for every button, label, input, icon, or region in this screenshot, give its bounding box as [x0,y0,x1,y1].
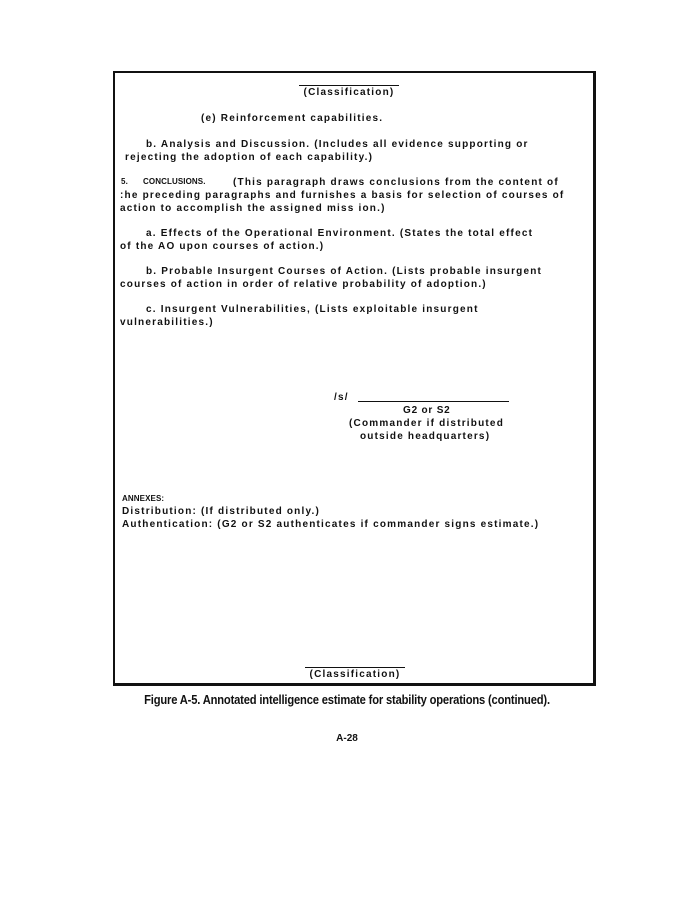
effects-line-1: a. Effects of the Operational Environment. (States the total effect [146,228,534,239]
conclusions-line-2: :he preceding paragraphs and furnishes a basis for selection of courses of [120,190,565,201]
conclusions-heading: CONCLUSIONS. [143,177,206,186]
effects-line-2: of the AO upon courses of action.) [120,241,325,252]
signature-line [358,401,509,402]
conclusions-line-3: action to accomplish the assigned miss ion.) [120,203,386,214]
document-frame [113,71,596,686]
classification-bottom: (Classification) [305,667,405,680]
classification-top: (Classification) [299,85,399,98]
signer-title: G2 or S2 [403,405,451,416]
vulnerabilities-line-1: c. Insurgent Vulnerabilities, (Lists exploitable insurgent [146,304,479,315]
probable-courses-line-1: b. Probable Insurgent Courses of Action. (Lists probable insurgent [146,266,543,277]
analysis-line-2: rejecting the adoption of each capability.) [125,152,374,163]
distribution-line: Distribution: (If distributed only.) [122,506,320,517]
reinforcement-capabilities: (e) Reinforcement capabilities. [201,113,384,124]
vulnerabilities-line-2: vulnerabilities.) [120,317,214,328]
signer-note-line-2: outside headquarters) [360,431,491,442]
probable-courses-line-2: courses of action in order of relative probability of adoption.) [120,279,487,290]
page-number: A-28 [336,733,358,744]
annexes-heading: ANNEXES: [122,494,165,503]
signer-note-line-1: (Commander if distributed [349,418,505,429]
conclusions-number: 5. [121,177,129,186]
figure-caption: Figure A-5. Annotated intelligence estimate for stability operations (continued). [144,692,550,707]
signature-mark: /s/ [334,392,349,403]
analysis-line-1: b. Analysis and Discussion. (Includes all evidence supporting or [146,139,529,150]
authentication-line: Authentication: (G2 or S2 authenticates if commander signs estimate.) [122,519,540,530]
conclusions-line-1: (This paragraph draws conclusions from the content of [233,177,559,188]
